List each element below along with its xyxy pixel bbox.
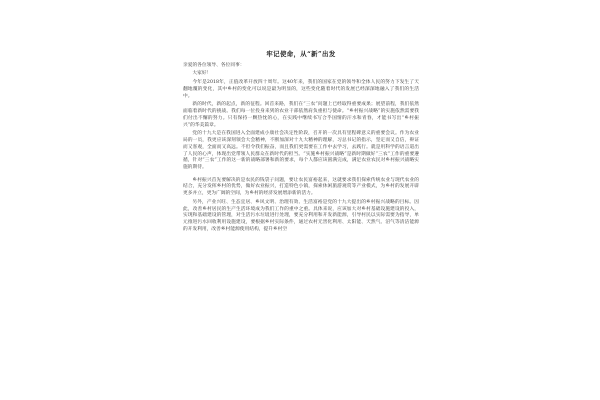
paragraph-3: 党的十九大是在我国进入全面建成小康社会决定性阶段，召开的一次具有里程碑意义的重要会议。作为农业局的一员，我更应该深刻领会大会精神，不断加深对十九大精神的理解，习总书记的指示，坚定而又自信，辩证而又客观，全面而又高远。不但令我们振奋，而且我们更需要在工作中去学习，去践行。就是用科学的语言道出了人民的心声，体现出党带领人民群众在新时代的担当。“实施乡村振兴战略”是新时期做好“三农”工作的重要遵循，针对“三农”工作的这一新的战略部署和新的要求，每个人都应该圆满完成，满足农业农民对乡村振兴战略实施的期待。 <box>183 130 419 171</box>
document-sheet <box>183 50 419 400</box>
document-title: 牢记使命，从“新”出发 <box>266 50 336 58</box>
salutation: 亲爱的各位领导、各位同事： <box>183 63 245 68</box>
greeting: 大家好！ <box>192 71 212 77</box>
paragraph-4: 乡村振兴首先要解决的是农民的钱袋子问题，要让农民富裕起来，这就要求我们探索传统农业与现代农业的结合，充分发挥乡村的优势，做好农业振兴，打造特色小镇，探索休闲旅游观赏等产业模式，为乡村的发展开辟更多并立，更为广阔的空间，为乡村的经济发展增添新的活力。 <box>183 177 419 197</box>
paragraph-2: 新的时代，新的起点，新的征程。回首来路，我们在“三农”问题上已经取得重要成果；展望前程，我们依然面临着新时代的挑战。我们每一位投身来到的农业干部依然肩负重担与使命。“乡村振兴战略”的实施依然需要我们付出不懈的努力。只有保持一颗热忱的心，在实践中继续书写合乎国情的汗水和青春，才能书写出“乡村振兴”的华美篇章。 <box>183 102 419 128</box>
paragraph-1: 今年是2018年，正值改革开放四十周年。这40年来，我们的国家在党的领导和全体人民的努力下发生了天翻地覆的变化，其中乡村的变化可以说是最为明显的，这些变化随着时代的发展已经深深地融入了我们的生活中。 <box>183 79 419 99</box>
paragraph-5: 另外，产业兴旺、生态宜居、乡风文明、治理有效、生活富裕是党的十九大提出的乡村振兴战略的目标。因此，改善乡村居民的生产生活环境成为我们工作的重中之重。具体来说，应该加大对乡村基础设施建设的投入，实现和基础建设的管理，对生活污水垃圾进行处理，要充分利用和开发新能源，引导村民以实际需要为指导，单元推进污水回收利用设施建设，要根据乡村实际条件，通过农村无害化利用、太阳能、天然气、沼气等清洁能源的开发利用，改善乡村能源使用结构，提升乡村空 <box>183 199 419 233</box>
